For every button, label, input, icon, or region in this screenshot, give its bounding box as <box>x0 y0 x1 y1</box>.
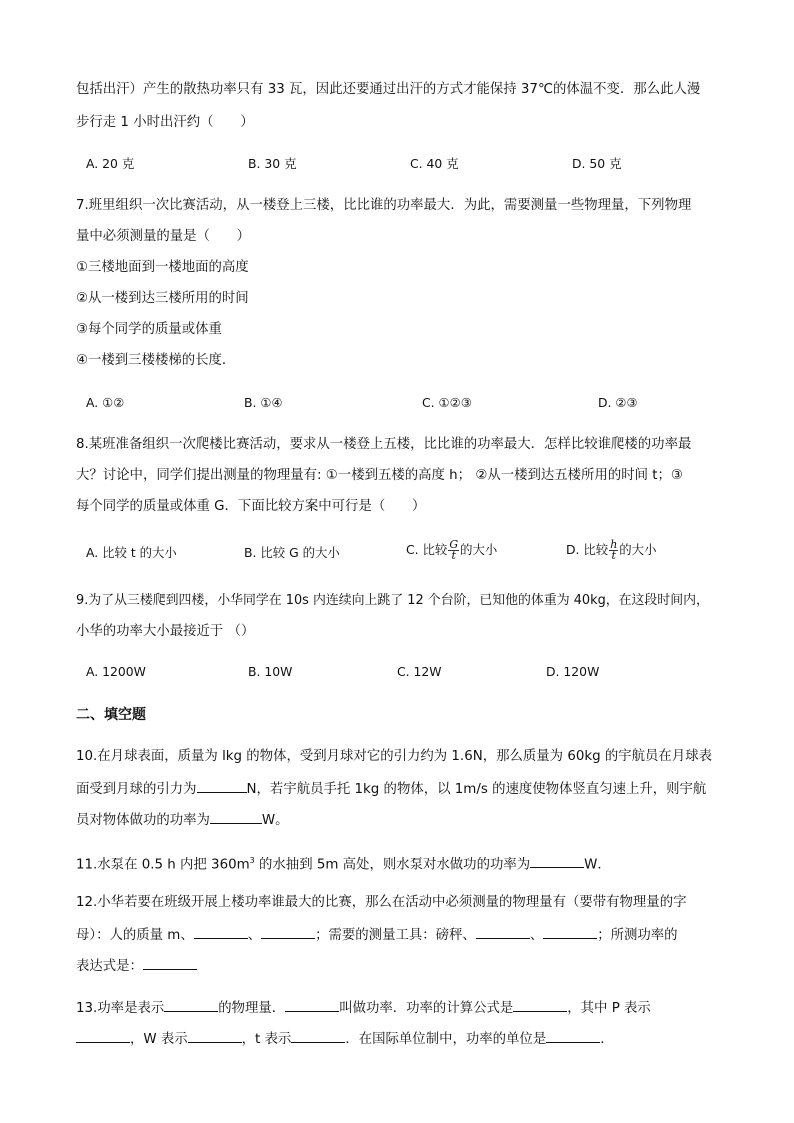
q10-blank-2[interactable] <box>210 809 262 824</box>
q8-text-line1: 8.某班准备组织一次爬楼比赛活动，要求从一楼登上五楼，比比谁的功率最大．怎样比较谁爬楼的功率最 <box>76 437 692 452</box>
q13-blank-1[interactable] <box>164 997 218 1012</box>
q9-option-d[interactable]: D. 120W <box>546 664 600 679</box>
q6-text-line1: 包括出汗）产生的散热功率只有 33 瓦，因此还要通过出汗的方式才能保持 37℃的体温不变．那么此人漫 <box>76 82 701 97</box>
fraction-denominator: t <box>611 549 616 562</box>
q8-option-d[interactable] <box>566 540 656 561</box>
q10-text-line3 <box>76 809 289 831</box>
q10-text-part: 面受到月球的引力为 <box>76 782 197 797</box>
q10-text-line2 <box>76 778 706 800</box>
q13-text-part: 13.功率是表示 <box>76 1001 165 1016</box>
q9-text-line2: 小华的功率大小最接近于 （） <box>76 624 255 639</box>
q12-text-part: ；需要的测量工具：磅秤、 <box>315 928 476 943</box>
q13-blank-3[interactable] <box>513 997 567 1012</box>
q9-text-line1: 9.为了从三楼爬到四楼，小华同学在 10s 内连续向上跳了 12 个台阶，已知他的体重为 40kg，在这段时间内， <box>76 593 709 608</box>
q7-option-a[interactable]: A. ①② <box>86 395 125 410</box>
q13-text-part: ，其中 P 表示 <box>567 1001 651 1016</box>
q12-text-line1: 12.小华若要在班级开展上楼功率谁最大的比赛，那么在活动中必须测量的物理量有（要带有物理量的字 <box>76 895 687 910</box>
q10-text-line1: 10.在月球表面，质量为 lkg 的物体，受到月球对它的引力约为 1.6N，那么质量为 60kg 的宇航员在月球表 <box>76 749 712 764</box>
q7-text-line2: 量中必须测量的量是（ ） <box>76 229 251 244</box>
q7-option-b[interactable]: B. ①④ <box>244 395 283 410</box>
q12-blank-4[interactable] <box>543 924 597 939</box>
q6-text-line2: 步行走 1 小时出汗约（ ） <box>76 115 254 130</box>
q13-text-part: ，t 表示 <box>241 1032 292 1047</box>
q8-option-c[interactable] <box>406 540 497 561</box>
fraction-g-over-t <box>448 540 459 561</box>
q6-option-b[interactable]: B. 30 克 <box>248 156 297 171</box>
q7-text-line1: 7.班里组织一次比赛活动，从一楼登上三楼，比比谁的功率最大．为此，需要测量一些物理量，下列物理 <box>76 198 692 213</box>
q12-text-line2 <box>76 924 678 946</box>
q6-option-c[interactable]: C. 40 克 <box>410 156 459 171</box>
q13-text-part: 的物理量． <box>218 1001 286 1016</box>
q10-text-part: W。 <box>261 813 289 828</box>
q7-option-c[interactable]: C. ①②③ <box>422 395 472 410</box>
q8-option-d-suffix: 的大小 <box>619 542 657 557</box>
q7-option-d[interactable]: D. ②③ <box>598 395 638 410</box>
q11-text-part: W． <box>584 857 611 873</box>
section-heading-fill-in: 二、填空题 <box>76 707 146 723</box>
q12-text-part: 母）：人的质量 m、 <box>76 928 194 943</box>
q12-text-part: ；所测功率的 <box>597 928 678 943</box>
q7-item-3: ③每个同学的质量或体重 <box>76 322 222 337</box>
q12-blank-5[interactable] <box>143 955 197 970</box>
q7-item-4: ④一楼到三楼楼梯的长度． <box>76 353 236 368</box>
q7-item-1: ①三楼地面到一楼地面的高度 <box>76 260 249 275</box>
q13-blank-7[interactable] <box>546 1028 600 1043</box>
q8-option-d-prefix: D. 比较 <box>566 542 609 557</box>
q10-blank-1[interactable] <box>197 778 247 793</box>
q8-option-c-prefix: C. 比较 <box>406 542 448 557</box>
q7-item-2: ②从一楼到达三楼所用的时间 <box>76 291 249 306</box>
q11-text-part: 11.水泵在 0.5 h 内把 360m <box>76 857 250 873</box>
q12-blank-3[interactable] <box>476 924 530 939</box>
q13-text-part: ． <box>600 1032 614 1047</box>
q10-text-part: N，若宇航员手托 1kg 的物体，以 1m/s 的速度使物体竖直匀速上升，则宇航 <box>246 782 707 797</box>
q8-option-a[interactable]: A. 比较 t 的大小 <box>86 545 177 560</box>
q13-text-line1 <box>76 997 651 1019</box>
q12-blank-1[interactable] <box>194 924 248 939</box>
q11-text-line <box>76 851 611 875</box>
q12-text-line3 <box>76 955 197 977</box>
q9-option-b[interactable]: B. 10W <box>248 664 293 679</box>
q8-text-line3: 每个同学的质量或体重 G．下面比较方案中可行是（ ） <box>76 499 426 514</box>
q13-blank-2[interactable] <box>285 997 339 1012</box>
fraction-h-over-t <box>609 540 618 561</box>
q11-superscript: 3 <box>249 856 255 865</box>
q13-blank-4[interactable] <box>76 1028 130 1043</box>
q13-text-line2 <box>76 1028 614 1050</box>
q12-text-part: 表达式是： <box>76 959 143 974</box>
q11-text-part: 的水抽到 5m 高处，则水泵对水做功的功率为 <box>254 857 531 873</box>
q13-text-part: ．在国际单位制中，功率的单位是 <box>345 1032 547 1047</box>
fraction-denominator: t <box>451 549 456 562</box>
q8-option-c-suffix: 的大小 <box>460 542 498 557</box>
q13-text-part: 叫做功率．功率的计算公式是 <box>339 1001 514 1016</box>
q12-blank-2[interactable] <box>261 924 315 939</box>
q13-blank-6[interactable] <box>291 1028 345 1043</box>
q12-text-part: 、 <box>247 928 262 943</box>
q12-text-part: 、 <box>529 928 544 943</box>
q13-text-part: ，W 表示 <box>130 1032 188 1047</box>
q8-text-line2: 大？讨论中，同学们提出测量的物理量有: ①一楼到五楼的高度 h； ②从一楼到达五楼所用的时间 t；③ <box>76 468 683 483</box>
q6-option-d[interactable]: D. 50 克 <box>572 156 622 171</box>
q9-option-c[interactable]: C. 12W <box>397 664 442 679</box>
q9-option-a[interactable]: A. 1200W <box>86 664 146 679</box>
q10-text-part: 员对物体做功的功率为 <box>76 813 210 828</box>
q11-blank[interactable] <box>530 853 584 868</box>
fraction-numerator: h <box>610 538 618 551</box>
q6-option-a[interactable]: A. 20 克 <box>86 156 135 171</box>
fraction-numerator: G <box>449 538 459 551</box>
q8-option-b[interactable]: B. 比较 G 的大小 <box>244 545 340 560</box>
q13-blank-5[interactable] <box>188 1028 242 1043</box>
